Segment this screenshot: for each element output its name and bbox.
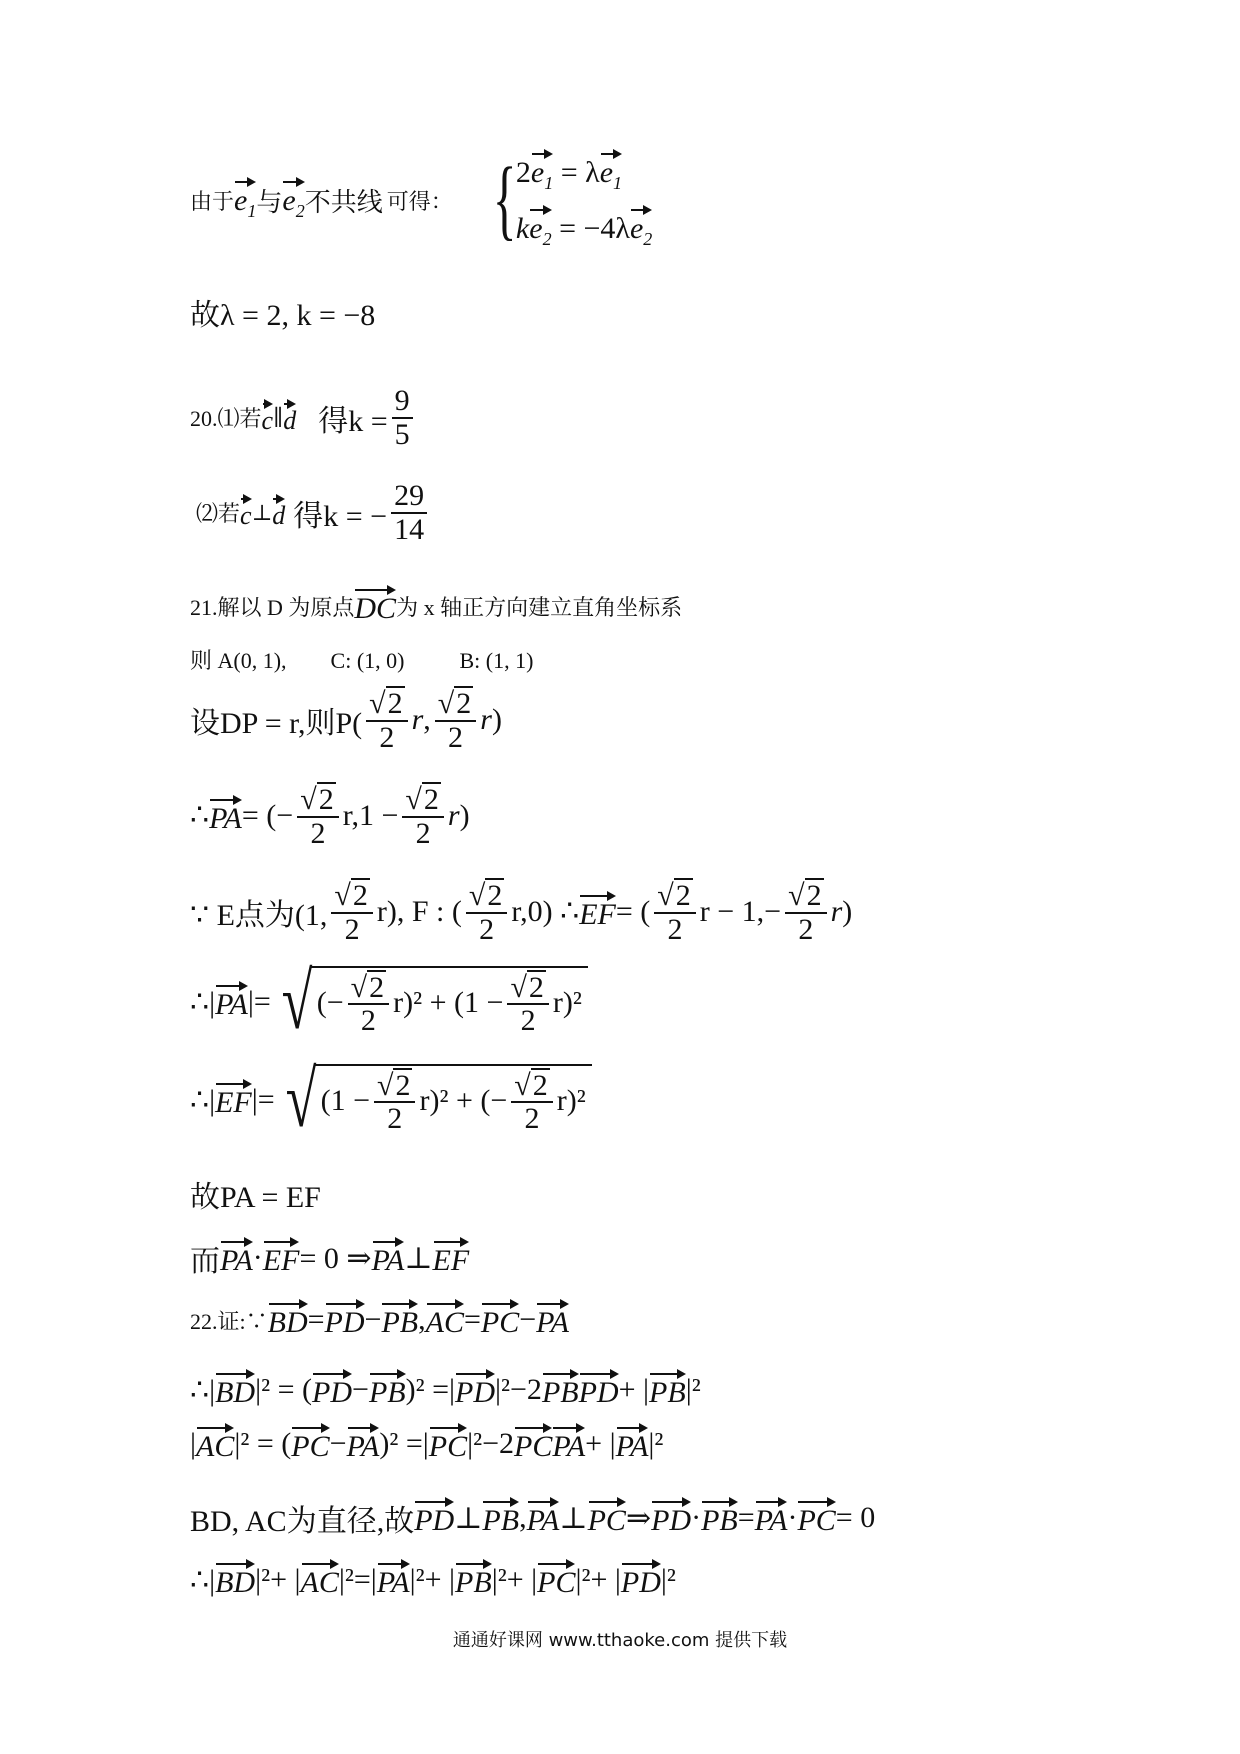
fraction: √ 2 2	[331, 878, 372, 945]
line-collinear: 由于 $e_1$ 与 $e_2$ 不共线 可得： { $2e_1 = \lambda e_1$ $ke_2 = -4\lambda e_2$	[190, 150, 653, 249]
fraction: √ 2 2	[785, 878, 826, 945]
fraction: √ 2 2	[654, 878, 695, 945]
fraction: √ 2 2	[511, 1068, 552, 1135]
problem-21-points-e-f: ∵ E点为(1, √ 2 2 r), F : ( √ 2 2 r,0) ∴ EF = ( √ 2 2 r − 1,− √ 2 2 r )	[190, 879, 853, 946]
problem-22-diameters: BD, AC为直径,故 PD ⊥ PB , PA ⊥ PC ⇒ PD · PB = PA · PC = 0	[190, 1496, 875, 1540]
problem-21-vector-pa: ∴ PA = (− √ 2 2 r,1 − √ 2 2 r )	[190, 783, 470, 850]
fraction: √ 2 2	[366, 686, 407, 753]
vector-e1: $e_1$	[234, 178, 256, 222]
equation-system	[483, 150, 653, 250]
vector-dc: DC	[354, 586, 396, 626]
fraction: √ 2 2	[348, 970, 389, 1037]
fraction: $\frac{29}{14}$	[391, 480, 427, 545]
line-result-lambda-k: 故λ = 2, k = −8	[190, 299, 376, 332]
page-footer: 通通好课网 www.tthaoke.com 提供下载	[452, 1630, 788, 1651]
problem-20-part-2: ⑵若 c ⊥ d 得k = − $\frac{29}{14}$	[196, 480, 431, 545]
fraction: √ 2 2	[435, 686, 476, 753]
problem-21-set-dp: 设DP = r,则P( √ 2 2 r , √ 2 2 r )	[190, 687, 502, 754]
fraction: √ 2 2	[374, 1068, 415, 1135]
fraction: √ 2 2	[466, 878, 507, 945]
fraction: $\frac{9}{5}$	[392, 385, 413, 450]
problem-22-sum: ∴| BD |² + | AC |² = | PA |² + | PB |² + | PC |² + | PD |²	[190, 1560, 676, 1600]
problem-22-bd-squared: ∴| BD |² = ( PD − PB )² =| PD |² −2 PB PD + | PB |²	[190, 1370, 701, 1410]
vector-e2: $e_2$	[282, 178, 304, 222]
equation-row-1: $2e_1 = \lambda e_1$	[516, 150, 652, 194]
problem-21-conclusion: 故PA = EF	[190, 1181, 321, 1214]
problem-20-part-1: 20.⑴若 c ∥ d 得k = $\frac{9}{5}$	[190, 385, 417, 450]
problem-22-header: 22.证:∵ BD = PD − PB , AC = PC − PA	[190, 1300, 569, 1340]
fraction: √ 2 2	[507, 970, 548, 1037]
fraction: √ 2 2	[402, 782, 443, 849]
problem-21-header: 21.解以 D 为原点 DC 为 x 轴正方向建立直角坐标系	[190, 586, 682, 626]
problem-21-length-pa: ∴| PA |= √ (− √ 2 2 r)² + (1 − √ 2 2 r)²	[190, 966, 588, 1038]
problem-21-coords: 则 A(0, 1), C: (1, 0) B: (1, 1)	[190, 648, 534, 673]
fraction: √ 2 2	[297, 782, 338, 849]
problem-21-length-ef: ∴| EF |= √ (1 − √ 2 2 r)² + (− √ 2 2 r)²	[190, 1064, 592, 1136]
equation-row-2: $ke_2 = -4\lambda e_2$	[516, 206, 652, 250]
problem-21-perpendicular: 而 PA · EF = 0 ⇒ PA ⊥ EF	[190, 1236, 469, 1280]
square-root: √ (− √ 2 2 r)² + (1 − √ 2 2 r)²	[275, 966, 588, 1038]
problem-22-ac-squared: | AC |² = ( PC − PA )² =| PC |² −2 PC PA + | PA |²	[190, 1424, 663, 1464]
square-root: √ (1 − √ 2 2 r)² + (− √ 2 2 r)²	[279, 1064, 592, 1136]
brace-icon: {	[492, 150, 517, 249]
